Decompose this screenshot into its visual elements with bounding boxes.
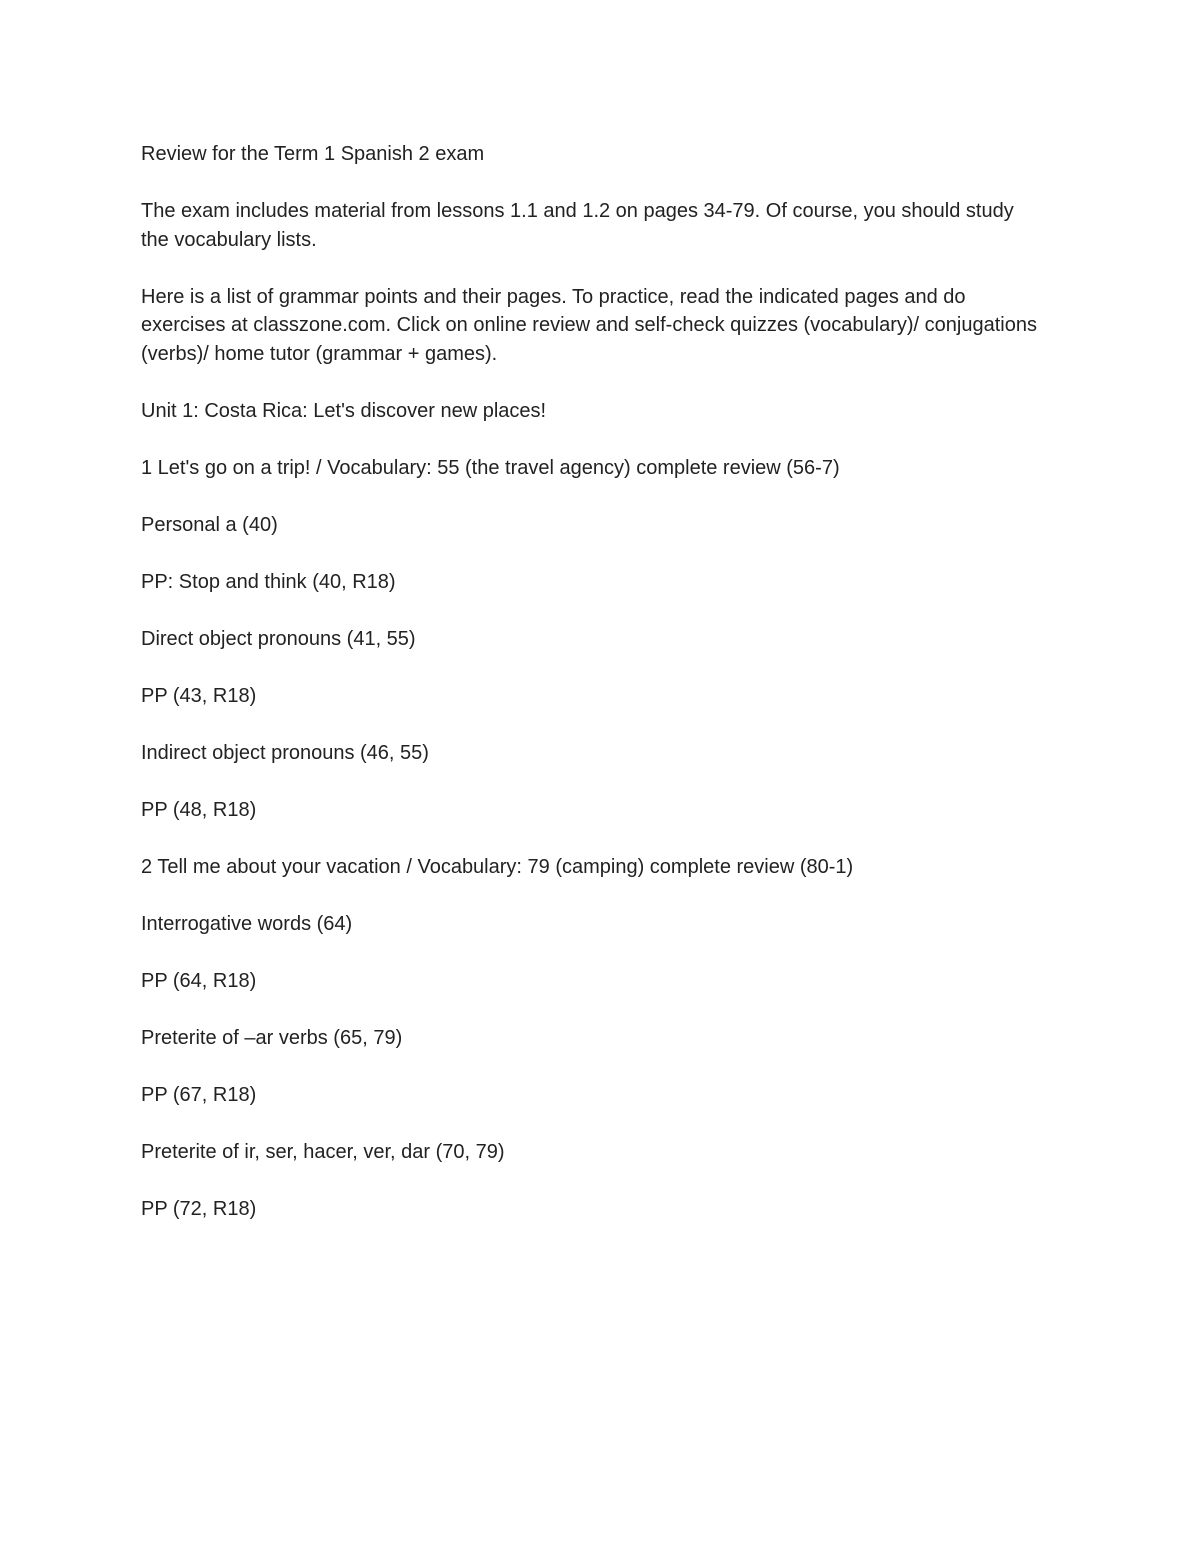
- unit-heading: Unit 1: Costa Rica: Let's discover new places!: [141, 399, 547, 422]
- list-item: PP (72, R18): [141, 1197, 257, 1220]
- intro-paragraph: The exam includes material from lessons 1.1 and 1.2 on pages 34-79. Of course, you should study the vocabulary lists.: [141, 200, 1014, 251]
- list-item: Indirect object pronouns (46, 55): [141, 741, 429, 764]
- lesson-2-heading: 2 Tell me about your vacation / Vocabulary: 79 (camping) complete review (80-1): [141, 855, 854, 878]
- list-item: Preterite of ir, ser, hacer, ver, dar (70, 79): [141, 1140, 505, 1163]
- instructions-paragraph: Here is a list of grammar points and their pages. To practice, read the indicated pages and do exercises at classzone.com. Click on online review and self-check quizzes (vocabulary)/ conjugations (verbs)/ home tutor (grammar + games).: [141, 285, 1037, 365]
- document-title: Review for the Term 1 Spanish 2 exam: [141, 143, 485, 165]
- document-body: [141, 140, 1041, 1252]
- list-item: PP (64, R18): [141, 969, 257, 992]
- list-item: PP (48, R18): [141, 798, 257, 821]
- list-item: Interrogative words (64): [141, 912, 353, 935]
- list-item: PP (67, R18): [141, 1083, 257, 1106]
- list-item: Personal a (40): [141, 513, 278, 536]
- list-item: Preterite of –ar verbs (65, 79): [141, 1026, 403, 1049]
- lesson-1-heading: 1 Let's go on a trip! / Vocabulary: 55 (the travel agency) complete review (56-7): [141, 456, 840, 479]
- list-item: PP: Stop and think (40, R18): [141, 570, 396, 593]
- list-item: Direct object pronouns (41, 55): [141, 627, 416, 650]
- list-item: PP (43, R18): [141, 684, 257, 707]
